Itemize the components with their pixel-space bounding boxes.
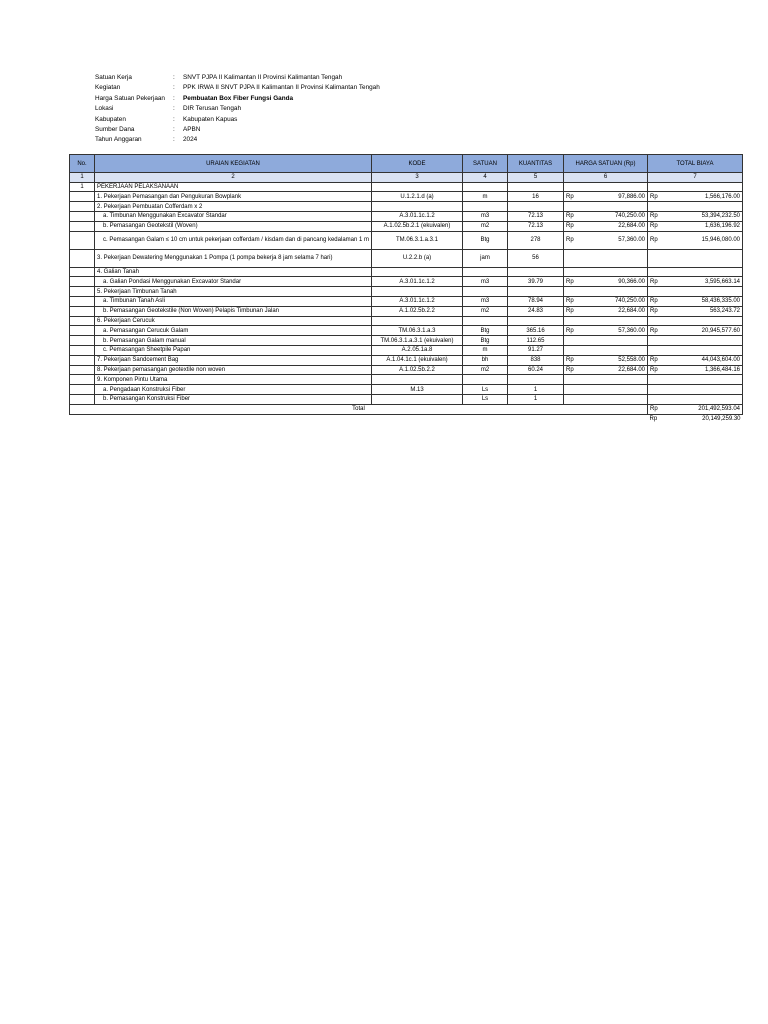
info-value: DIR Terusan Tengah [183,105,242,113]
item-code [372,267,463,277]
unit-price: 57,360.00 [580,231,648,249]
item-description: a. Pemasangan Cerucuk Galam [95,326,372,336]
info-row [95,115,380,125]
unit-price [580,182,648,192]
column-number: 7 [648,173,743,183]
unit-price-currency: Rp [564,221,580,231]
item-code: TM.06.3.1.a.3 [372,326,463,336]
total-cost-currency [648,267,664,277]
item-quantity: 365.16 [508,326,564,336]
unit-price [580,385,648,395]
item-unit: Btg [463,231,508,249]
item-quantity: 78.94 [508,296,564,306]
row-number [70,231,95,249]
info-label: Lokasi [95,105,114,113]
item-description: b. Pemasangan Geotekstil (Woven) [95,221,372,231]
total-cost: 563,243.72 [664,306,743,316]
col-header: No. [70,155,95,173]
total-row [70,404,743,414]
item-code: U.2.2.b (a) [372,249,463,267]
item-code: A.3.01.1c.1.2 [372,277,463,287]
item-code [372,316,463,326]
table-row [70,306,743,316]
item-description: 5. Pekerjaan Timbunan Tanah [95,287,372,297]
table-row [70,182,743,192]
total-cost: 58,436,335.00 [664,296,743,306]
item-unit: jam [463,249,508,267]
row-number [70,267,95,277]
unit-price: 22,684.00 [580,365,648,375]
project-info [95,73,380,146]
table-row [70,345,743,355]
item-code: A.1.02.5b.2.1 (ekuivalen) [372,221,463,231]
info-colon: : [173,115,175,123]
total-cost-currency: Rp [648,231,664,249]
unit-price-currency: Rp [564,277,580,287]
item-description: a. Timbunan Menggunakan Excavator Standar [95,211,372,221]
info-label: Satuan Kerja [95,74,132,81]
column-number: 4 [463,173,508,183]
item-unit: Btg [463,336,508,346]
item-unit: m [463,345,508,355]
unit-price-currency: Rp [564,296,580,306]
unit-price [580,316,648,326]
item-quantity: 112.65 [508,336,564,346]
blank-cell [70,414,648,423]
item-quantity [508,267,564,277]
info-label: Sumber Dana [95,125,135,133]
item-quantity: 1 [508,385,564,395]
item-quantity: 91.27 [508,345,564,355]
item-code: A.3.01.1c.1.2 [372,296,463,306]
item-quantity [508,287,564,297]
table-header [70,155,743,173]
item-quantity [508,202,564,212]
extra-currency: Rp [649,415,658,422]
item-unit [463,202,508,212]
item-unit: m2 [463,306,508,316]
total-cost [664,385,743,395]
info-row [95,94,380,104]
item-unit: m3 [463,211,508,221]
info-colon: : [173,125,175,133]
unit-price-currency [564,316,580,326]
unit-price [580,336,648,346]
total-cost [664,287,743,297]
column-number: 5 [508,173,564,183]
item-quantity [508,316,564,326]
unit-price-currency [564,336,580,346]
item-code [372,182,463,192]
row-number [70,336,95,346]
col-header: URAIAN KEGIATAN [95,155,372,173]
item-unit: bh [463,355,508,365]
item-description: c. Pemasangan Galam ≤ 10 cm untuk pekerjaan cofferdam / kisdam dan di pancang kedalaman 1 m [95,231,372,249]
table-row [70,249,743,267]
table-row [70,316,743,326]
item-unit: m2 [463,221,508,231]
item-code: A.2.05.1a.8 [372,345,463,355]
table-row [70,211,743,221]
item-description: a. Timbunan Tanah Asli [95,296,372,306]
info-row [95,104,380,114]
item-code: TM.06.3.1.a.3.1 (ekuivalen) [372,336,463,346]
col-header: HARGA SATUAN (Rp) [564,155,648,173]
item-code: A.1.04.1c.1 (ekuivalen) [372,355,463,365]
item-unit [463,316,508,326]
unit-price-currency [564,394,580,404]
item-code [372,202,463,212]
total-cost-currency [648,375,664,385]
table-row [70,385,743,395]
unit-price-currency: Rp [564,192,580,202]
item-description: 7. Pekerjaan Sandcement Bag [95,355,372,365]
unit-price [580,375,648,385]
info-colon: : [173,105,175,113]
item-description: 9. Komponen Pintu Utama [95,375,372,385]
table-row [70,326,743,336]
unit-price-currency: Rp [564,306,580,316]
unit-price [580,202,648,212]
total-cost-currency: Rp [648,221,664,231]
item-code: TM.06.3.1.a.3.1 [372,231,463,249]
item-quantity [508,182,564,192]
row-number [70,221,95,231]
item-quantity: 278 [508,231,564,249]
item-description: 8. Pekerjaan pemasangan geotextile non woven [95,365,372,375]
unit-price: 52,558.00 [580,355,648,365]
unit-price: 740,250.00 [580,211,648,221]
item-quantity: 1 [508,394,564,404]
col-header: KUANTITAS [508,155,564,173]
col-header: SATUAN [463,155,508,173]
col-header: KODE [372,155,463,173]
item-unit: m2 [463,365,508,375]
item-description: 6. Pekerjaan Cerucuk [95,316,372,326]
unit-price-currency: Rp [564,211,580,221]
item-unit [463,375,508,385]
item-description: b. Pemasangan Konstruksi Fiber [95,394,372,404]
unit-price: 97,886.00 [580,192,648,202]
total-cost-currency: Rp [648,192,664,202]
item-quantity [508,375,564,385]
unit-price-currency [564,375,580,385]
total-cost-currency [648,316,664,326]
info-colon: : [173,136,175,144]
row-number [70,375,95,385]
table-row [70,277,743,287]
extra-value: 20,149,259.30 [702,415,741,422]
column-number: 1 [70,173,95,183]
unit-price: 57,360.00 [580,326,648,336]
table-row [70,394,743,404]
info-colon: : [173,94,175,102]
table-row [70,221,743,231]
row-number [70,355,95,365]
item-unit [463,287,508,297]
total-cost: 3,595,663.14 [664,277,743,287]
item-code: A.1.02.5b.2.2 [372,306,463,316]
info-label: Kegiatan [95,84,121,92]
row-number [70,365,95,375]
column-number: 3 [372,173,463,183]
total-cost-currency: Rp [648,326,664,336]
item-code: M.13 [372,385,463,395]
unit-price-currency [564,287,580,297]
column-number: 2 [95,173,372,183]
row-number [70,277,95,287]
item-quantity: 39.79 [508,277,564,287]
table-row [70,296,743,306]
total-cost-currency: Rp [648,306,664,316]
table-row [70,355,743,365]
item-unit [463,267,508,277]
item-code: U.1.2.1.d (a) [372,192,463,202]
item-code [372,375,463,385]
item-description: a. Pengadaan Konstruksi Fiber [95,385,372,395]
row-number [70,211,95,221]
row-number [70,316,95,326]
row-number [70,287,95,297]
table-body [70,173,743,424]
item-quantity: 24.83 [508,306,564,316]
info-value: Pembuatan Box Fiber Fungsi Ganda [183,94,294,102]
unit-price [580,249,648,267]
info-value: SNVT PJPA II Kalimantan II Provinsi Kalimantan Tengah [183,74,343,81]
unit-price-currency [564,345,580,355]
item-description: 2. Pekerjaan Pembuatan Cofferdam x 2 [95,202,372,212]
item-description: a. Galian Pondasi Menggunakan Excavator Standar [95,277,372,287]
total-value: 201,492,593.04 [664,404,743,414]
unit-price-currency [564,249,580,267]
table-row [70,336,743,346]
total-cost-currency [648,345,664,355]
row-number [70,385,95,395]
info-row [95,83,380,93]
item-description: c. Pemasangan Sheetpile Papan [95,345,372,355]
info-value: Kabupaten Kapuas [183,115,238,123]
item-description: 1. Pekerjaan Pemasangan dan Pengukuran Bowplank [95,192,372,202]
unit-price [580,394,648,404]
total-cost [664,345,743,355]
total-cost: 15,946,080.00 [664,231,743,249]
column-number-row [70,173,743,183]
item-quantity: 72.13 [508,221,564,231]
total-cost-currency: Rp [648,211,664,221]
unit-price: 22,684.00 [580,221,648,231]
total-cost [664,182,743,192]
row-number [70,192,95,202]
item-code: A.3.01.1c.1.2 [372,211,463,221]
total-cost [664,336,743,346]
total-cost-currency [648,336,664,346]
table-row [70,365,743,375]
info-label: Tahun Anggaran [95,136,142,144]
item-unit: Ls [463,385,508,395]
item-quantity: 56 [508,249,564,267]
unit-price [580,267,648,277]
total-cost [664,375,743,385]
item-description: 3. Pekerjaan Dewatering Menggunakan 1 Pompa (1 pompa bekerja 8 jam selama 7 hari) [95,249,372,267]
info-label: Harga Satuan Pekerjaan [95,94,165,102]
total-cost-currency: Rp [648,365,664,375]
total-cost [664,202,743,212]
total-cost: 1,636,196.92 [664,221,743,231]
item-description: PEKERJAAN PELAKSANAAN [95,182,372,192]
info-value: PPK IRWA II SNVT PJPA II Kalimantan II Provinsi Kalimantan Tengah [183,84,380,92]
item-quantity: 16 [508,192,564,202]
total-cost-currency [648,202,664,212]
item-unit [463,182,508,192]
item-unit: m [463,192,508,202]
item-quantity: 72.13 [508,211,564,221]
unit-price-currency: Rp [564,231,580,249]
total-label: Total [70,404,648,414]
item-description: b. Pemasangan Geotekstile (Non Woven) Pelapis Timbunan Jalan [95,306,372,316]
table-row [70,202,743,212]
total-cost-currency [648,287,664,297]
total-cost: 1,366,484.16 [664,365,743,375]
row-number: 1 [70,182,95,192]
row-number [70,326,95,336]
row-number [70,345,95,355]
total-cost [664,394,743,404]
item-description: b. Pemasangan Galam manual [95,336,372,346]
info-row [95,125,380,135]
total-cost [664,316,743,326]
total-cost-currency: Rp [648,296,664,306]
item-unit: Btg [463,326,508,336]
table-row [70,192,743,202]
info-colon: : [173,84,175,92]
unit-price-currency: Rp [564,326,580,336]
table-row [70,375,743,385]
unit-price-currency [564,267,580,277]
col-header: TOTAL BIAYA [648,155,743,173]
total-cost [664,249,743,267]
total-currency: Rp [648,404,664,414]
unit-price-currency [564,202,580,212]
rab-table [69,154,743,423]
item-quantity: 838 [508,355,564,365]
item-unit: Ls [463,394,508,404]
extra-row [70,414,743,423]
total-cost: 53,394,232.50 [664,211,743,221]
row-number [70,296,95,306]
row-number [70,394,95,404]
unit-price-currency [564,182,580,192]
total-cost: 1,566,176.00 [664,192,743,202]
column-number: 6 [564,173,648,183]
info-value: APBN [183,125,201,133]
unit-price-currency: Rp [564,365,580,375]
total-cost-currency: Rp [648,277,664,287]
total-cost [664,267,743,277]
table-row [70,267,743,277]
unit-price: 22,684.00 [580,306,648,316]
item-code [372,394,463,404]
row-number [70,306,95,316]
table-row [70,287,743,297]
table-row [70,231,743,249]
total-cost: 20,945,577.60 [664,326,743,336]
total-cost: 44,043,604.00 [664,355,743,365]
item-code [372,287,463,297]
info-label: Kabupaten [95,115,126,123]
unit-price: 740,250.00 [580,296,648,306]
row-number [70,202,95,212]
unit-price [580,287,648,297]
unit-price [580,345,648,355]
unit-price: 90,366.00 [580,277,648,287]
total-cost-currency [648,182,664,192]
unit-price-currency: Rp [564,355,580,365]
total-cost-currency [648,394,664,404]
total-cost-currency: Rp [648,355,664,365]
item-description: 4. Galian Tanah [95,267,372,277]
info-colon: : [173,74,175,81]
unit-price-currency [564,385,580,395]
item-unit: m3 [463,277,508,287]
item-code: A.1.02.5b.2.2 [372,365,463,375]
total-cost-currency [648,385,664,395]
item-unit: m3 [463,296,508,306]
info-row [95,135,380,145]
info-value: 2024 [183,136,198,144]
total-cost-currency [648,249,664,267]
row-number [70,249,95,267]
item-quantity: 60.24 [508,365,564,375]
info-row [95,73,380,83]
